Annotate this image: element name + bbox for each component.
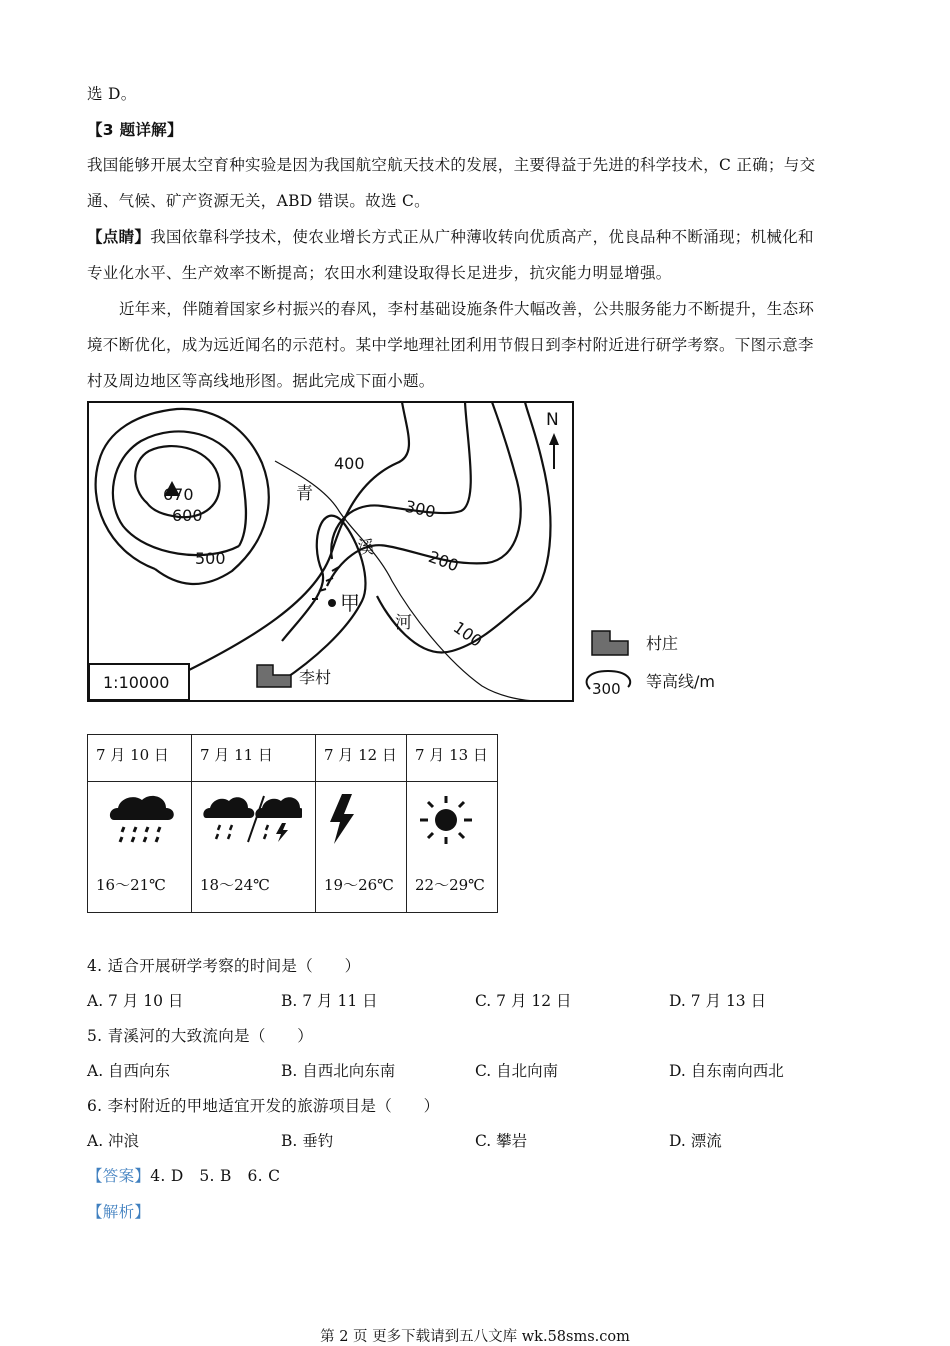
rain-cloud-icon: [108, 792, 178, 847]
intro-line-2: 境不断优化，成为远近闻名的示范村。某中学地理社团利用节假日到李村附近进行研学考察。下图示意李: [87, 336, 814, 354]
q6-option-c: C. 攀岩: [475, 1132, 528, 1150]
intro-line-3: 村及周边地区等高线地形图。据此完成下面小题。: [87, 372, 435, 390]
weather-cell: [192, 782, 316, 913]
dianjing-text: 我国依靠科学技术，使农业增长方式正从广种薄收转向优质高产，优良品种不断涌现；机械化和: [150, 228, 814, 246]
weather-date-row: [88, 735, 498, 782]
weather-date: 7 月 10 日: [88, 735, 192, 782]
q4-stem: 4. 适合开展研学考察的时间是（ ）: [87, 957, 361, 975]
legend-village-label: 村庄: [646, 634, 679, 653]
q5-stem: 5. 青溪河的大致流向是（ ）: [87, 1027, 314, 1045]
legend-contour-value: 300: [592, 680, 621, 698]
contour-label-600: 600: [172, 506, 203, 525]
scale-label: 1:10000: [103, 673, 170, 692]
intro-line-1: 近年来，伴随着国家乡村振兴的春风，李村基础设施条件大幅改善，公共服务能力不断提升，生态环: [119, 300, 815, 318]
legend-village-icon: [592, 631, 628, 655]
river-char-xi: 溪: [357, 538, 374, 558]
legend-contour-label: 等高线/m: [646, 672, 715, 691]
contour-label-100: 100: [449, 617, 486, 651]
peak-elevation: 670: [163, 485, 194, 504]
dianjing-tag: 【点睛】: [87, 228, 151, 246]
q4-option-b: B. 7 月 11 日: [281, 992, 378, 1010]
point-jia-label: 甲: [340, 591, 360, 615]
answer-tag: 【答案】: [87, 1167, 151, 1185]
analysis-tag: 【解析】: [87, 1203, 151, 1221]
weather-table: [87, 734, 498, 913]
answer-line: [87, 1164, 280, 1186]
q5-option-c: C. 自北向南: [475, 1062, 559, 1080]
contour-label-300: 300: [403, 496, 438, 522]
contour-label-400: 400: [334, 454, 365, 473]
dianjing-line-2: 专业化水平、生产效率不断提高；农田水利建设取得长足进步，抗灾能力明显增强。: [87, 264, 672, 282]
q4-option-d: D. 7 月 13 日: [669, 992, 767, 1010]
weather-date: 7 月 13 日: [407, 735, 498, 782]
sun-icon: [417, 794, 475, 846]
q3-explanation-line-2: 通、气候、矿产资源无关，ABD 错误。故选 C。: [87, 192, 430, 210]
q4-option-a: A. 7 月 10 日: [87, 992, 184, 1010]
rain-to-thunderstorm-icon: [202, 792, 302, 847]
li-village-label: 李村: [299, 668, 332, 687]
north-label: N: [546, 410, 559, 430]
weather-cell: [407, 782, 498, 913]
q5-option-a: A. 自西向东: [87, 1062, 171, 1080]
q6-option-b: B. 垂钓: [281, 1132, 334, 1150]
contour-map: [87, 401, 576, 703]
weather-detail-row: [88, 782, 498, 913]
river-char-qing: 青: [296, 484, 313, 504]
page-footer: 第 2 页 更多下载请到五八文库 wk.58sms.com: [320, 1329, 630, 1345]
contour-label-200: 200: [426, 547, 462, 576]
weather-cell: [316, 782, 407, 913]
answer-text: 4. D 5. B 6. C: [150, 1167, 281, 1185]
weather-temp: 16～21℃: [96, 876, 166, 894]
q3-heading: 【3 题详解】: [87, 121, 183, 139]
weather-date: 7 月 12 日: [316, 735, 407, 782]
q6-option-d: D. 漂流: [669, 1132, 722, 1150]
dianjing-line-1: [87, 225, 814, 247]
q6-stem: 6. 李村附近的甲地适宜开发的旅游项目是（ ）: [87, 1097, 440, 1115]
q6-option-a: A. 冲浪: [87, 1132, 140, 1150]
weather-temp: 18～24℃: [200, 876, 270, 894]
point-jia-marker: [328, 599, 336, 607]
q3-explanation-line-1: 我国能够开展太空育种实验是因为我国航空航天技术的发展，主要得益于先进的科学技术，C 正确；与交: [87, 156, 816, 174]
weather-cell: [88, 782, 192, 913]
contour-label-500: 500: [195, 549, 226, 568]
q4-option-c: C. 7 月 12 日: [475, 992, 572, 1010]
weather-temp: 22～29℃: [415, 876, 485, 894]
weather-temp: 19～26℃: [324, 876, 394, 894]
q5-option-d: D. 自东南向西北: [669, 1062, 784, 1080]
river-char-he: 河: [395, 613, 412, 633]
q5-option-b: B. 自西北向东南: [281, 1062, 396, 1080]
lightning-icon: [328, 792, 358, 847]
answer-conclusion: 选 D。: [87, 85, 137, 103]
map-legend: [582, 625, 732, 700]
weather-date: 7 月 11 日: [192, 735, 316, 782]
